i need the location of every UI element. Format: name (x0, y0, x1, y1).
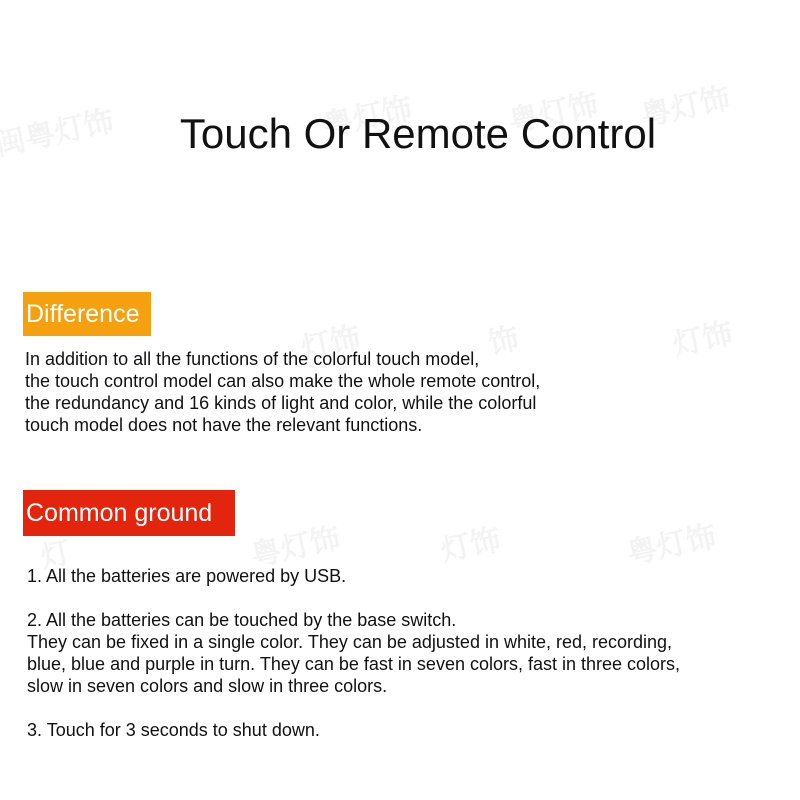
paragraph-gap (27, 697, 680, 719)
difference-label: Difference (23, 292, 151, 336)
common-item-2-line: slow in seven colors and slow in three colors. (27, 676, 388, 696)
difference-line: the touch control model can also make the whole remote control, (25, 371, 541, 391)
common-item-2-line: blue, blue and purple in turn. They can be fast in seven colors, fast in three colors, (27, 654, 681, 674)
watermark-text (668, 308, 736, 364)
difference-line: touch model does not have the relevant functions. (25, 415, 423, 435)
common-item-2-line: 2. All the batteries can be touched by the base switch. (27, 610, 457, 630)
watermark-text (622, 511, 719, 573)
common-ground-text (27, 565, 680, 741)
difference-line: the redundancy and 16 kinds of light and color, while the colorful (25, 393, 537, 413)
difference-text (25, 348, 540, 436)
common-item-1: 1. All the batteries are powered by USB. (27, 566, 347, 586)
common-item-2-line: They can be fixed in a single color. They can be adjusted in white, red, recording, (27, 632, 673, 652)
watermark-text (436, 514, 504, 570)
difference-line: In addition to all the functions of the colorful touch model, (25, 349, 480, 369)
common-ground-label: Common ground (23, 490, 235, 536)
paragraph-gap (27, 587, 680, 609)
page-title: Touch Or Remote Control (179, 110, 657, 157)
common-item-3: 3. Touch for 3 seconds to shut down. (27, 720, 320, 740)
